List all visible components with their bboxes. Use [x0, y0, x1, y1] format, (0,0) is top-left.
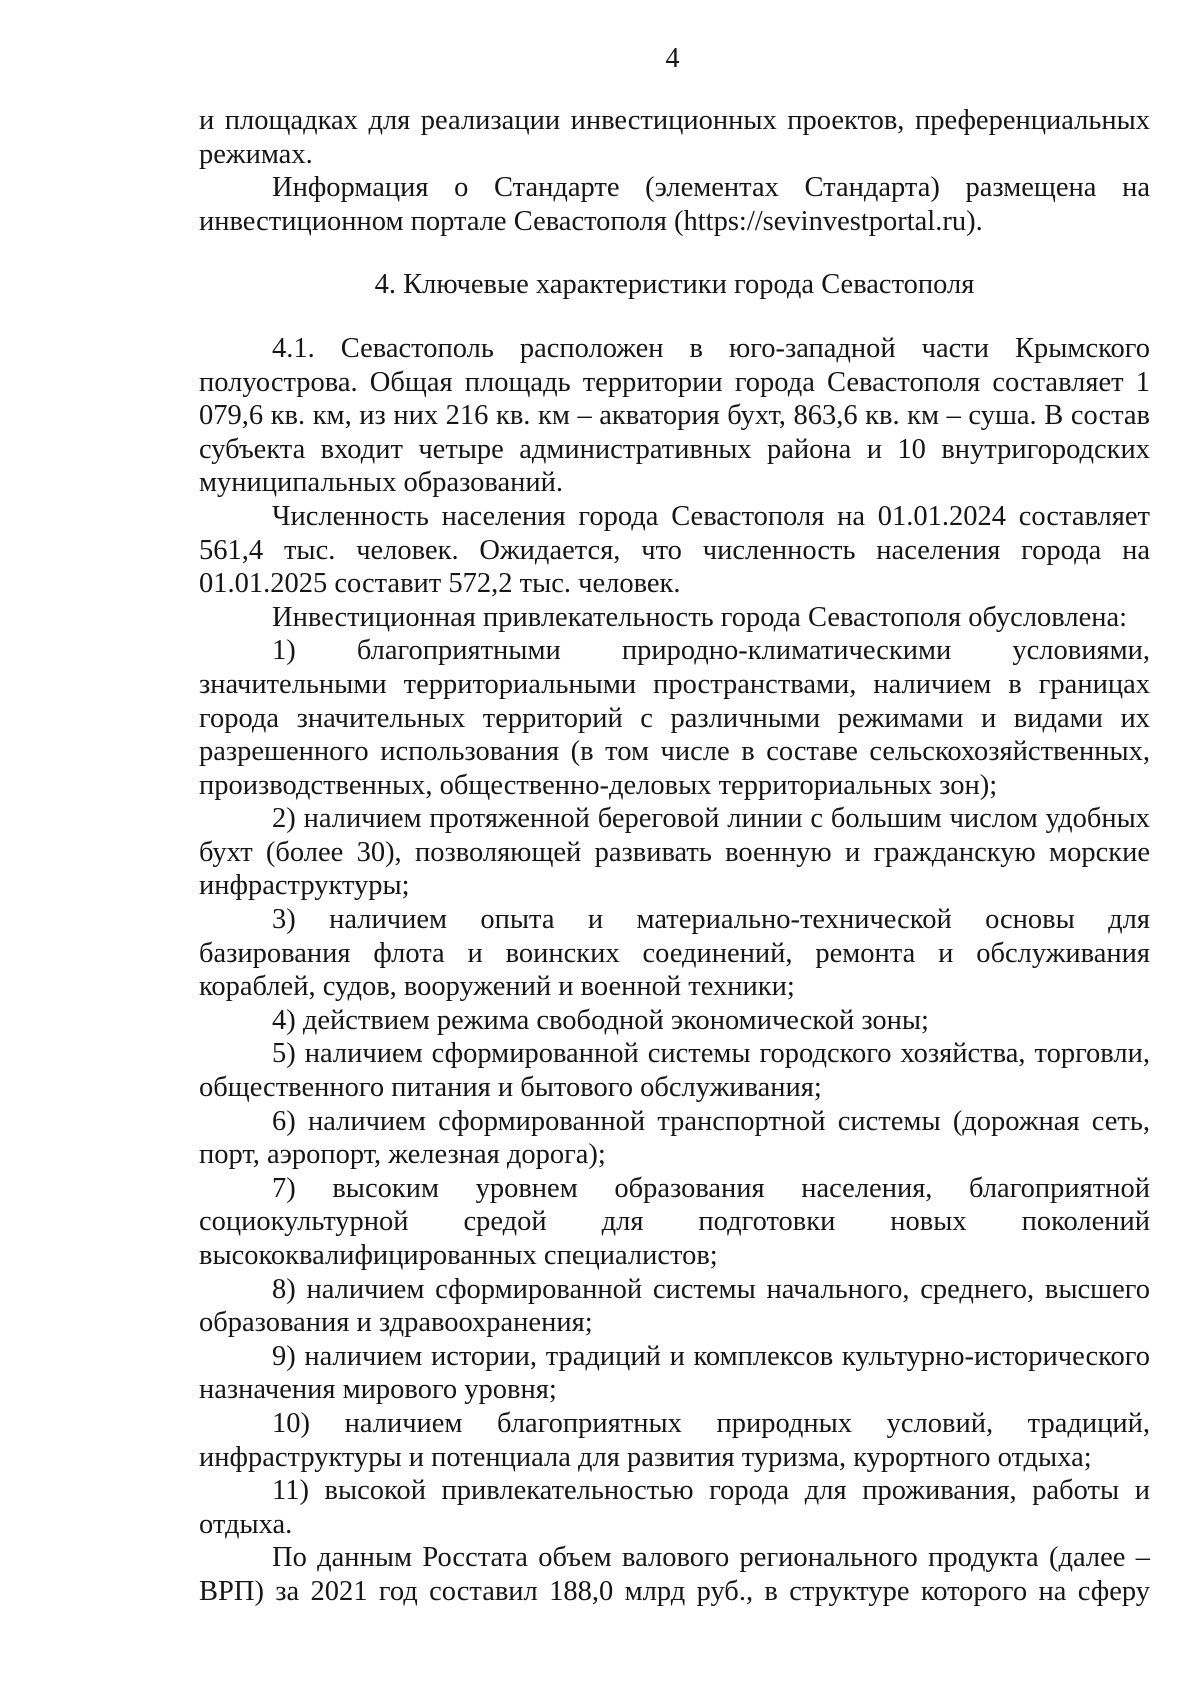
list-item-9: 9) наличием истории, традиций и комплексов культурно-исторического назначения мирового уровня; [199, 1340, 1150, 1406]
paragraph-standard-info: Информация о Стандарте (элементах Стандарта) размещена на инвестиционном портале Севастополя (https://sevinvestportal.ru). [199, 172, 1150, 237]
paragraph-location: 4.1. Севастополь расположен в юго-западной части Крымского полуострова. Общая площадь территории города Севастополя составляет 1 079,6 кв. км, из них 216 кв. км – акватория бухт, 863,6 кв. км – суша. В состав субъекта входит четыре административных района и 10 внутригородских муниципальных образований. [199, 332, 1150, 499]
list-item-7: 7) высоким уровнем образования населения, благоприятной социокультурной средой для подготовки новых поколений высококвалифицированных специалистов; [199, 1172, 1150, 1271]
paragraph-population: Численность населения города Севастополя на 01.01.2024 составляет 561,4 тыс. человек. Ожидается, что численность населения города на 01.01.2025 составит 572,2 тыс. человек. [199, 500, 1150, 600]
list-item-1: 1) благоприятными природно-климатическими условиями, значительными территориальными пространствами, наличием в границах города значительных территорий с различными режимами и видами их разрешенного использования (в том числе в составе сельскохозяйственных, производственных, общественно-деловых территориальных зон); [199, 635, 1150, 801]
list-item-2: 2) наличием протяженной береговой линии с большим числом удобных бухт (более 30), позволяющей развивать военную и гражданскую морские инфраструктуры; [199, 803, 1150, 902]
list-item-10: 10) наличием благоприятных природных условий, традиций, инфраструктуры и потенциала для развития туризма, курортного отдыха; [199, 1407, 1150, 1473]
paragraph-continuation: и площадках для реализации инвестиционных проектов, преференциальных режимах. [199, 105, 1150, 170]
list-item-5: 5) наличием сформированной системы городского хозяйства, торговли, общественного питания и бытового обслуживания; [199, 1038, 1150, 1104]
list-item-4: 4) действием режима свободной экономической зоны; [272, 1004, 929, 1036]
list-item-11: 11) высокой привлекательностью города для проживания, работы и отдыха. [199, 1475, 1150, 1540]
list-item-6: 6) наличием сформированной транспортной системы (дорожная сеть, порт, аэропорт, железная дорога); [199, 1105, 1150, 1171]
paragraph-attractiveness-intro: Инвестиционная привлекательность города Севастополя обусловлена: [272, 601, 1128, 633]
list-item-8: 8) наличием сформированной системы начального, среднего, высшего образования и здравоохранения; [199, 1273, 1150, 1339]
list-item-3: 3) наличием опыта и материально-технической основы для базирования флота и воинских соединений, ремонта и обслуживания кораблей, судов, вооружений и военной техники; [199, 904, 1150, 1003]
page-number: 4 [665, 43, 680, 74]
paragraph-grp: По данным Росстата объем валового регионального продукта (далее – ВРП) за 2021 год составил 188,0 млрд руб., в структуре которого на сферу [199, 1542, 1150, 1607]
document-body [199, 104, 1150, 1609]
section-heading: 4. Ключевые характеристики города Севастополя [374, 269, 975, 301]
